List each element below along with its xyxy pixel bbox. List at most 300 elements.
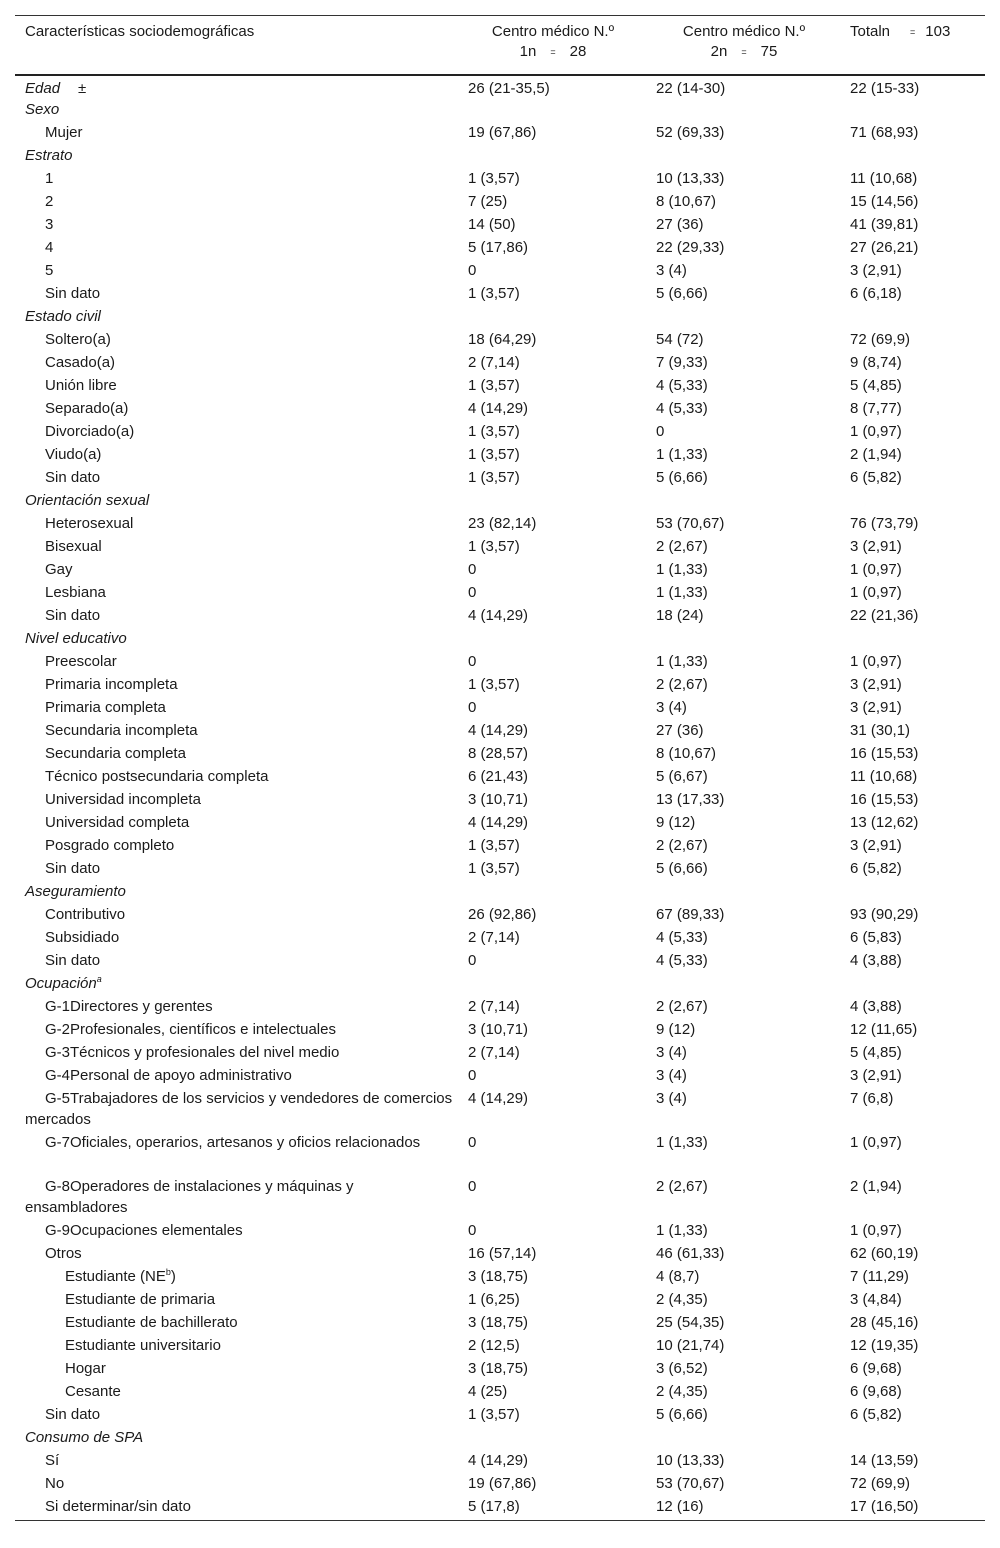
row-label (15, 375, 458, 398)
table-row (15, 1473, 985, 1496)
cell-centro-2: 2 (2,67) (656, 676, 708, 693)
cell-total: 2 (1,94) (850, 1178, 902, 1195)
cell-total: 8 (7,77) (850, 400, 902, 417)
table-row-edad (15, 75, 985, 99)
header-centro-1: Centro médico N.º 1n = 28 (491, 23, 615, 60)
cell-centro-2: 5 (6,66) (656, 285, 708, 302)
cell-total: 6 (5,82) (850, 469, 902, 486)
table-row (15, 444, 985, 467)
table-row (15, 1450, 985, 1473)
row-label (15, 697, 458, 720)
label-text: Sin dato (45, 607, 101, 624)
header-total: Totaln = 103 (850, 23, 951, 40)
table-header (15, 16, 985, 76)
row-label (15, 904, 458, 927)
cell-centro-2: 10 (13,33) (656, 1452, 725, 1469)
category-label (15, 145, 458, 168)
cell-total: 76 (73,79) (850, 515, 919, 532)
label-text: Casado(a) (45, 354, 116, 371)
table-row (15, 1132, 985, 1176)
cell-centro-2: 8 (10,67) (656, 193, 717, 210)
label-text: Soltero(a) (45, 331, 111, 348)
row-label (15, 743, 458, 766)
cell-centro-1: 2 (12,5) (468, 1337, 520, 1354)
row-label (15, 605, 458, 628)
label-text: Consumo de SPA (25, 1429, 144, 1446)
cell-centro-2: 22 (14-30) (656, 80, 726, 97)
cell-centro-2: 1 (1,33) (656, 584, 708, 601)
table-row (15, 835, 985, 858)
cell-centro-1: 2 (7,14) (468, 1044, 520, 1061)
cell-centro-2: 3 (4) (656, 262, 687, 279)
cell-total: 7 (6,8) (850, 1090, 894, 1107)
table-row (15, 536, 985, 559)
table-row (15, 122, 985, 145)
cell-total (840, 306, 985, 329)
row-label (15, 421, 458, 444)
cell-centro-1: 1 (3,57) (468, 423, 520, 440)
cell-centro-1 (458, 973, 648, 996)
table-row (15, 1220, 985, 1243)
label-text: Estado civil (25, 308, 101, 325)
cell-centro-1: 4 (14,29) (468, 1452, 529, 1469)
cell-centro-1: 0 (468, 699, 477, 716)
table-row (15, 1088, 985, 1132)
cell-centro-2: 1 (1,33) (656, 1134, 708, 1151)
row-label (15, 1289, 458, 1312)
cell-total: 93 (90,29) (850, 906, 919, 923)
cell-centro-1: 23 (82,14) (468, 515, 537, 532)
cell-total: 17 (16,50) (850, 1498, 919, 1515)
cell-total (840, 973, 985, 996)
label-text: No (45, 1475, 65, 1492)
label-text: Heterosexual (45, 515, 134, 532)
cell-total: 3 (2,91) (850, 699, 902, 716)
row-label (15, 582, 458, 605)
label-text: Sin dato (45, 952, 101, 969)
label-text: Estudiante universitario (65, 1337, 221, 1354)
category-label (15, 306, 458, 329)
row-label (15, 858, 458, 881)
cell-centro-1: 2 (7,14) (468, 998, 520, 1015)
label-text: Sexo (25, 101, 60, 118)
table-row (15, 191, 985, 214)
row-label (15, 559, 458, 582)
row-label (15, 1088, 458, 1132)
cell-centro-2: 3 (4) (656, 1044, 687, 1061)
cell-centro-1 (458, 881, 648, 904)
cell-centro-2: 53 (70,67) (656, 515, 725, 532)
cell-centro-1 (458, 99, 648, 122)
cell-centro-2: 2 (2,67) (656, 1178, 708, 1195)
cell-total: 4 (3,88) (850, 952, 902, 969)
cell-centro-2: 2 (4,35) (656, 1383, 708, 1400)
row-label (15, 214, 458, 237)
cell-total: 11 (10,68) (850, 170, 918, 187)
row-label (15, 1312, 458, 1335)
cell-centro-1: 3 (18,75) (468, 1360, 529, 1377)
cell-centro-2: 4 (5,33) (656, 377, 708, 394)
category-label (15, 973, 458, 996)
row-label (15, 1404, 458, 1427)
category-label (15, 490, 458, 513)
label-text: Subsidiado (45, 929, 120, 946)
row-label (15, 720, 458, 743)
label-text: Hogar (65, 1360, 106, 1377)
label-text: Gay (45, 561, 73, 578)
table-row (15, 559, 985, 582)
row-label (15, 1042, 458, 1065)
cell-centro-1 (458, 306, 648, 329)
row-label (15, 467, 458, 490)
table-row (15, 582, 985, 605)
category-row (15, 1427, 985, 1450)
row-label (15, 1473, 458, 1496)
header-characteristics: Características sociodemográficas (25, 23, 255, 40)
label-text: G-5Trabajadores de los servicios y vendedores de comercios mercados (25, 1090, 453, 1128)
label-text: Separado(a) (45, 400, 129, 417)
category-row (15, 973, 985, 996)
cell-total: 41 (39,81) (850, 216, 919, 233)
cell-centro-1: 0 (468, 1222, 477, 1239)
table-row (15, 1381, 985, 1404)
cell-centro-1: 0 (468, 1134, 477, 1151)
cell-centro-1: 3 (18,75) (468, 1314, 529, 1331)
header-centro-2: Centro médico N.º 2n = 75 (682, 23, 806, 60)
cell-centro-2: 3 (4) (656, 1090, 687, 1107)
row-label (15, 122, 458, 145)
label-text: Primaria incompleta (45, 676, 178, 693)
table-row (15, 927, 985, 950)
footnote-marker: b (165, 1267, 171, 1277)
cell-centro-2 (648, 306, 840, 329)
cell-centro-2: 22 (29,33) (656, 239, 725, 256)
cell-total: 22 (15-33) (850, 80, 920, 97)
row-label (15, 1220, 458, 1243)
row-label (15, 835, 458, 858)
label-text: Técnico postsecundaria completa (45, 768, 269, 785)
cell-centro-1: 26 (21-35,5) (468, 80, 550, 97)
cell-total: 1 (0,97) (850, 653, 902, 670)
table-row (15, 789, 985, 812)
cell-centro-2: 25 (54,35) (656, 1314, 725, 1331)
cell-centro-1: 4 (25) (468, 1383, 508, 1400)
label-text: Sin dato (45, 285, 101, 302)
table-row (15, 950, 985, 973)
label-text: Bisexual (45, 538, 102, 555)
cell-centro-2: 46 (61,33) (656, 1245, 725, 1262)
cell-centro-2: 18 (24) (656, 607, 704, 624)
cell-centro-1: 1 (6,25) (468, 1291, 520, 1308)
table-row (15, 1243, 985, 1266)
table-row (15, 697, 985, 720)
label-text: Sin dato (45, 860, 101, 877)
table-row (15, 812, 985, 835)
label-text: Cesante (65, 1383, 121, 1400)
category-row (15, 628, 985, 651)
label-text: Secundaria incompleta (45, 722, 198, 739)
cell-total: 1 (0,97) (850, 1222, 902, 1239)
cell-total: 3 (2,91) (850, 262, 902, 279)
cell-centro-1: 4 (14,29) (468, 814, 529, 831)
cell-centro-1: 1 (3,57) (468, 1406, 520, 1423)
label-text: G-1Directores y gerentes (45, 998, 213, 1015)
cell-centro-1: 1 (3,57) (468, 676, 520, 693)
table-row (15, 1176, 985, 1220)
cell-centro-1: 1 (3,57) (468, 469, 520, 486)
cell-centro-2 (648, 973, 840, 996)
row-label (15, 513, 458, 536)
table-row (15, 375, 985, 398)
cell-centro-1: 4 (14,29) (468, 607, 529, 624)
row-label (15, 191, 458, 214)
cell-total: 27 (26,21) (850, 239, 919, 256)
cell-centro-2 (648, 628, 840, 651)
cell-total: 16 (15,53) (850, 745, 919, 762)
cell-centro-2: 1 (1,33) (656, 1222, 708, 1239)
table-row (15, 421, 985, 444)
label-text: Aseguramiento (25, 883, 126, 900)
cell-centro-2: 27 (36) (656, 722, 704, 739)
cell-total: 1 (0,97) (850, 423, 902, 440)
row-label (15, 1496, 458, 1520)
label-text: Secundaria completa (45, 745, 186, 762)
cell-centro-1: 1 (3,57) (468, 377, 520, 394)
cell-total: 3 (2,91) (850, 837, 902, 854)
cell-centro-2: 10 (13,33) (656, 170, 725, 187)
cell-total: 5 (4,85) (850, 377, 902, 394)
row-label (15, 996, 458, 1019)
table-row (15, 260, 985, 283)
cell-centro-1 (458, 490, 648, 513)
cell-total: 14 (13,59) (850, 1452, 919, 1469)
cell-centro-2 (648, 490, 840, 513)
row-label (15, 766, 458, 789)
cell-centro-2: 5 (6,66) (656, 860, 708, 877)
table-row (15, 858, 985, 881)
cell-centro-2: 2 (2,67) (656, 538, 708, 555)
table-row (15, 720, 985, 743)
table-row (15, 904, 985, 927)
cell-total: 22 (21,36) (850, 607, 919, 624)
label-text: Divorciado(a) (45, 423, 135, 440)
cell-centro-2: 52 (69,33) (656, 124, 725, 141)
cell-total (840, 490, 985, 513)
cell-centro-2: 8 (10,67) (656, 745, 717, 762)
cell-total: 3 (2,91) (850, 676, 902, 693)
cell-centro-1 (458, 628, 648, 651)
footnote-marker: a (96, 974, 102, 984)
label-text: Posgrado completo (45, 837, 175, 854)
row-label (15, 1019, 458, 1042)
cell-total: 72 (69,9) (850, 1475, 911, 1492)
cell-centro-2: 4 (5,33) (656, 952, 708, 969)
label-text: Estudiante de primaria (65, 1291, 216, 1308)
cell-centro-1: 1 (3,57) (468, 837, 520, 854)
cell-centro-1: 14 (50) (468, 216, 516, 233)
category-label (15, 1427, 458, 1450)
cell-total: 13 (12,62) (850, 814, 919, 831)
cell-centro-1: 0 (468, 561, 477, 578)
cell-centro-1: 1 (3,57) (468, 170, 520, 187)
cell-total: 3 (2,91) (850, 1067, 902, 1084)
category-label (15, 881, 458, 904)
row-label (15, 536, 458, 559)
label-text: 5 (45, 262, 54, 279)
table-row (15, 329, 985, 352)
cell-total: 12 (19,35) (850, 1337, 919, 1354)
cell-centro-1: 0 (468, 1067, 477, 1084)
cell-total: 9 (8,74) (850, 354, 902, 371)
cell-total: 62 (60,19) (850, 1245, 919, 1262)
row-label (15, 1132, 458, 1176)
cell-centro-1: 2 (7,14) (468, 354, 520, 371)
label-text: Universidad incompleta (45, 791, 201, 808)
label-text: Lesbiana (45, 584, 106, 601)
table-row (15, 1335, 985, 1358)
label-text: Estudiante (NE (65, 1268, 166, 1285)
table-row (15, 168, 985, 191)
category-row (15, 490, 985, 513)
category-label (15, 99, 458, 122)
row-label (15, 1450, 458, 1473)
table-row (15, 996, 985, 1019)
table-row (15, 605, 985, 628)
row-label (15, 398, 458, 421)
label-text: Estrato (25, 147, 73, 164)
cell-centro-2 (648, 99, 840, 122)
cell-total: 16 (15,53) (850, 791, 919, 808)
table-row (15, 237, 985, 260)
sociodemographic-table-container (15, 15, 985, 1521)
table-row (15, 1496, 985, 1520)
cell-total (840, 145, 985, 168)
cell-centro-2: 2 (4,35) (656, 1291, 708, 1308)
table-row (15, 1266, 985, 1289)
row-label (15, 352, 458, 375)
cell-centro-2: 1 (1,33) (656, 561, 708, 578)
cell-centro-1: 5 (17,8) (468, 1498, 520, 1515)
cell-centro-2: 7 (9,33) (656, 354, 708, 371)
cell-centro-2: 53 (70,67) (656, 1475, 725, 1492)
cell-centro-1: 18 (64,29) (468, 331, 537, 348)
cell-centro-2: 1 (1,33) (656, 446, 708, 463)
label-text: Sin dato (45, 1406, 101, 1423)
table-body (15, 75, 985, 1520)
cell-centro-2: 3 (6,52) (656, 1360, 708, 1377)
cell-centro-2 (648, 1427, 840, 1450)
sociodemographic-table (15, 15, 985, 1521)
row-label (15, 260, 458, 283)
table-row (15, 1042, 985, 1065)
cell-total: 31 (30,1) (850, 722, 911, 739)
cell-centro-2: 54 (72) (656, 331, 704, 348)
cell-centro-2: 3 (4) (656, 1067, 687, 1084)
cell-total: 2 (1,94) (850, 446, 902, 463)
cell-total: 12 (11,65) (850, 1021, 918, 1038)
label-suffix: ) (170, 1268, 176, 1285)
label-text: Orientación sexual (25, 492, 150, 509)
cell-total: 1 (0,97) (850, 1134, 902, 1151)
cell-centro-1: 1 (3,57) (468, 285, 520, 302)
cell-total (840, 628, 985, 651)
label-text: 3 (45, 216, 54, 233)
cell-total: 6 (5,83) (850, 929, 902, 946)
cell-centro-2: 9 (12) (656, 814, 696, 831)
table-row (15, 214, 985, 237)
category-label (15, 628, 458, 651)
cell-centro-1: 16 (57,14) (468, 1245, 537, 1262)
label-text: Estudiante de bachillerato (65, 1314, 238, 1331)
label-text: G-8Operadores de instalaciones y máquinas y ensambladores (25, 1178, 354, 1216)
cell-centro-2: 13 (17,33) (656, 791, 725, 808)
cell-total: 11 (10,68) (850, 768, 918, 785)
table-row (15, 743, 985, 766)
cell-centro-1 (458, 145, 648, 168)
cell-total: 7 (11,29) (850, 1268, 909, 1285)
cell-centro-2: 27 (36) (656, 216, 704, 233)
row-label (15, 1065, 458, 1088)
row-label (15, 1381, 458, 1404)
cell-total: 15 (14,56) (850, 193, 919, 210)
cell-centro-2: 5 (6,66) (656, 469, 708, 486)
cell-centro-1: 6 (21,43) (468, 768, 529, 785)
table-row (15, 674, 985, 697)
cell-total: 6 (5,82) (850, 1406, 902, 1423)
cell-centro-1: 0 (468, 952, 477, 969)
cell-centro-2: 4 (8,7) (656, 1268, 700, 1285)
label-text: G-7Oficiales, operarios, artesanos y oficios relacionados (45, 1134, 421, 1151)
cell-centro-2: 2 (2,67) (656, 837, 708, 854)
table-row (15, 283, 985, 306)
label-text: G-2Profesionales, científicos e intelectuales (45, 1021, 336, 1038)
row-label (15, 283, 458, 306)
row-label (15, 1176, 458, 1220)
cell-centro-2: 1 (1,33) (656, 653, 708, 670)
cell-total: 72 (69,9) (850, 331, 911, 348)
label-text: Otros (45, 1245, 82, 1262)
cell-total: 6 (5,82) (850, 860, 902, 877)
cell-centro-2: 10 (21,74) (656, 1337, 725, 1354)
cell-centro-2: 67 (89,33) (656, 906, 725, 923)
row-label (15, 1358, 458, 1381)
cell-centro-2: 5 (6,67) (656, 768, 708, 785)
cell-centro-2: 5 (6,66) (656, 1406, 708, 1423)
table-row (15, 766, 985, 789)
label-text: 2 (45, 193, 54, 210)
cell-centro-1: 19 (67,86) (468, 124, 537, 141)
label-text: Universidad completa (45, 814, 190, 831)
label-text: Mujer (45, 124, 83, 141)
table-row (15, 352, 985, 375)
cell-centro-2: 12 (16) (656, 1498, 704, 1515)
label-text: G-9Ocupaciones elementales (45, 1222, 243, 1239)
table-row (15, 1312, 985, 1335)
cell-centro-1: 0 (468, 1178, 477, 1195)
cell-centro-1: 4 (14,29) (468, 722, 529, 739)
table-row (15, 1358, 985, 1381)
label-text: Contributivo (45, 906, 126, 923)
cell-centro-1: 26 (92,86) (468, 906, 537, 923)
cell-centro-1: 3 (10,71) (468, 1021, 529, 1038)
row-label (15, 237, 458, 260)
cell-centro-1: 4 (14,29) (468, 1090, 529, 1107)
label-text: Sin dato (45, 469, 101, 486)
row-label (15, 950, 458, 973)
cell-centro-2 (648, 881, 840, 904)
label-text: Unión libre (45, 377, 117, 394)
label-text: 1 (45, 170, 54, 187)
